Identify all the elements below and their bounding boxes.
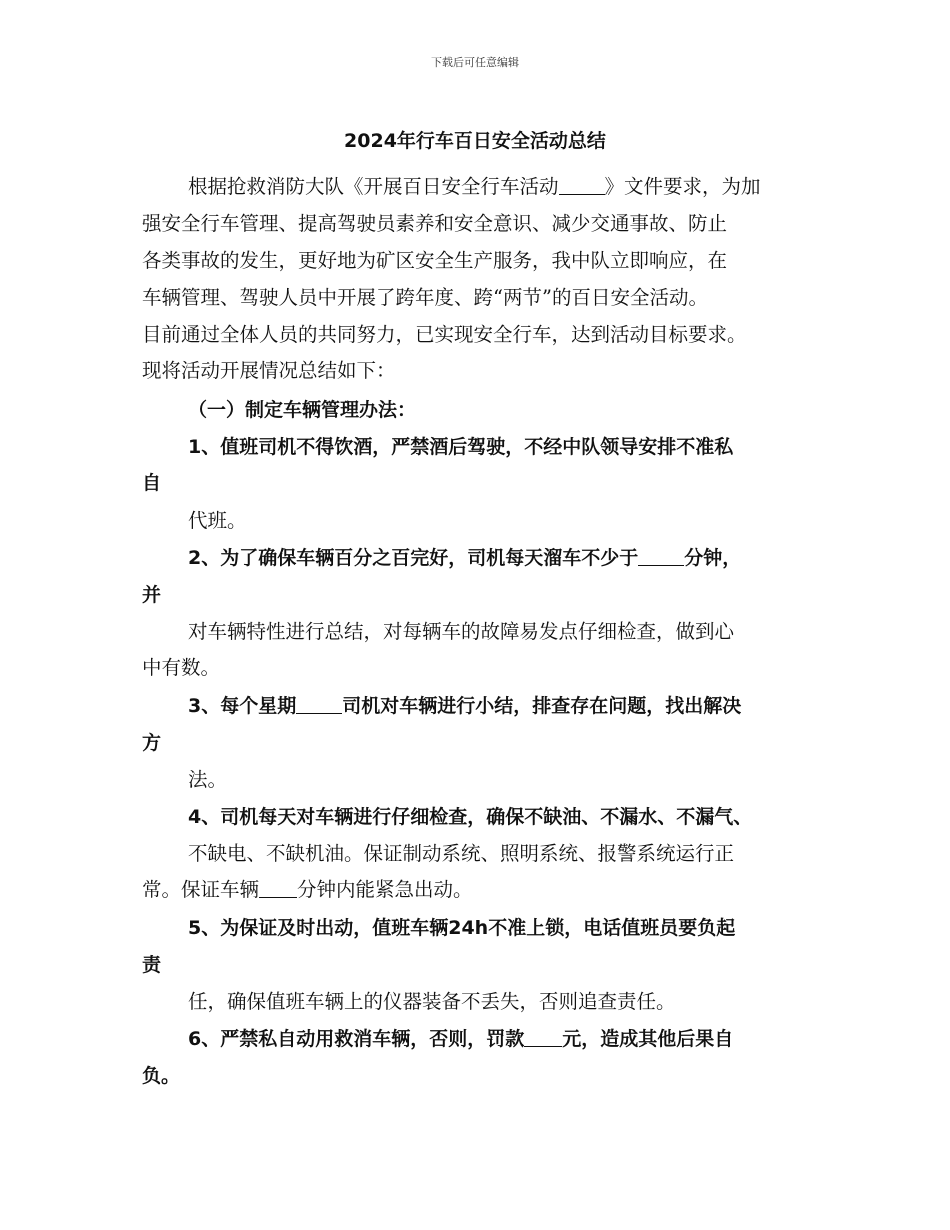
intro-line-4: 车辆管理、驾驶人员中开展了跨年度、跨“两节”的百日安全活动。 — [142, 286, 708, 309]
blank-field — [296, 695, 342, 714]
item-2-line-1: 2、为了确保车辆百分之百完好，司机每天溜车不少于 分钟， — [188, 547, 742, 569]
item-6-line-1: 6、严禁私自动用救消车辆，否则，罚款 元，造成其他后果自 — [188, 1028, 734, 1050]
blank-field — [524, 1028, 562, 1047]
item-2-line-4: 中有数。 — [142, 656, 221, 679]
item-1-line-3: 代班。 — [188, 509, 247, 532]
blank-field — [259, 879, 297, 898]
blank-field — [559, 176, 605, 195]
intro-line-2: 强安全行车管理、提高驾驶员素养和安全意识、减少交通事故、防止 — [142, 212, 728, 235]
page-header: 下载后可任意编辑 — [431, 56, 519, 69]
intro-line-5: 目前通过全体人员的共同努力，已实现安全行车，达到活动目标要求。 — [142, 323, 747, 346]
blank-field — [638, 547, 684, 566]
item-4-line-3: 常。保证车辆 分钟内能紧急出动。 — [142, 878, 473, 901]
item-4-line-1: 4、司机每天对车辆进行仔细检查，确保不缺油、不漏水、不漏气、 — [188, 806, 753, 828]
item-4-line-2: 不缺电、不缺机油。保证制动系统、照明系统、报警系统运行正 — [188, 842, 735, 865]
item-3-line-1: 3、每个星期 司机对车辆进行小结，排查存在问题，找出解决 — [188, 695, 742, 717]
item-3-line-2: 方 — [142, 732, 162, 754]
item-3-line-3: 法。 — [188, 768, 228, 791]
document-title: 2024年行车百日安全活动总结 — [344, 130, 606, 152]
item-6-line-2: 负。 — [142, 1065, 181, 1087]
intro-line-6: 现将活动开展情况总结如下： — [142, 359, 396, 382]
item-5-line-3: 任，确保值班车辆上的仪器装备不丢失，否则追查责任。 — [188, 990, 676, 1013]
item-2-line-3: 对车辆特性进行总结，对每辆车的故障易发点仔细检查，做到心 — [188, 620, 735, 643]
section-heading: （一）制定车辆管理办法： — [188, 399, 417, 421]
item-1-line-1: 1、值班司机不得饮酒，严禁酒后驾驶，不经中队领导安排不准私 — [188, 436, 734, 458]
item-1-line-2: 自 — [142, 472, 162, 494]
intro-line-3: 各类事故的发生，更好地为矿区安全生产服务，我中队立即响应，在 — [142, 249, 728, 272]
item-5-line-1: 5、为保证及时出动，值班车辆24h不准上锁，电话值班员要负起 — [188, 917, 736, 939]
item-2-line-2: 并 — [142, 584, 162, 606]
intro-line-1: 根据抢救消防大队《开展百日安全行车活动 》文件要求，为加 — [188, 175, 761, 198]
item-5-line-2: 责 — [142, 954, 162, 976]
